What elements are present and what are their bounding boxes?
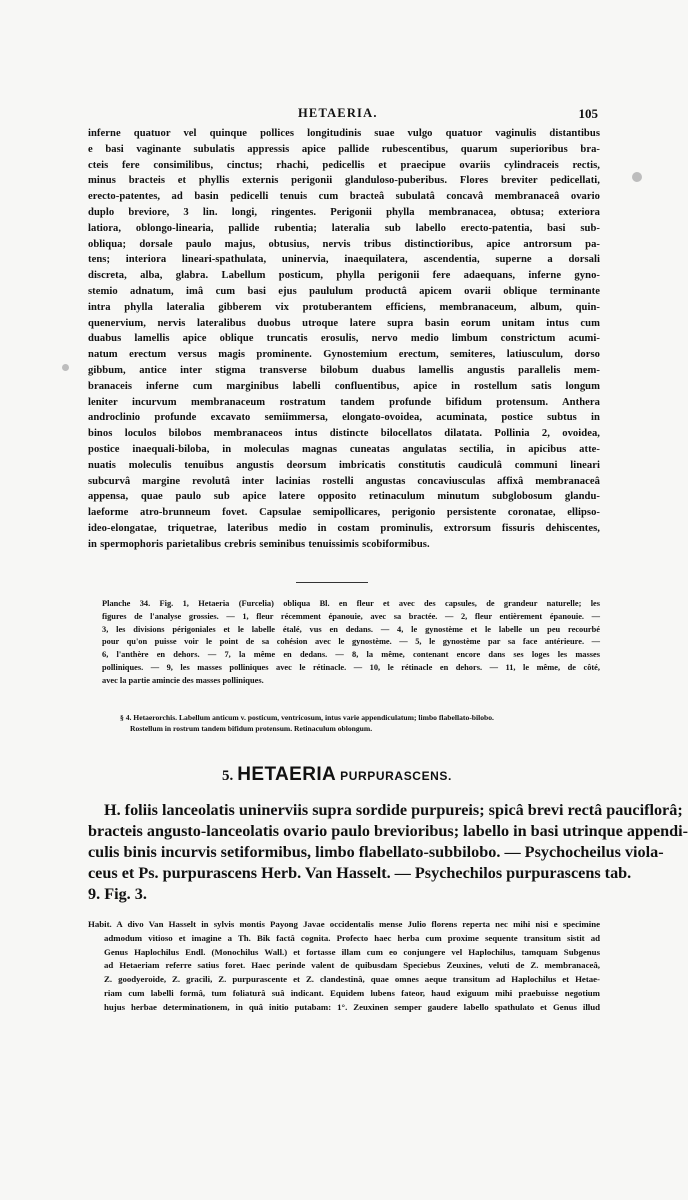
text-line: e basi vaginante subulatis appressis apice pallide rubescentibus, quarum superioribus bra- [88,143,600,155]
text-line: quenervium, nervis lateralibus duobus utroque latere supra basin eorum unitam intus cum [88,317,600,329]
section-note [120,712,600,734]
text-line: gibbum, antice inter stigma transverse bilobum duabus lamellis angustis parallelis mem- [88,364,600,376]
text-line: duplo breviore, 3 lin. longi, ringentes. Perigonii phylla membranacea, obtusa; exteriora [88,206,600,218]
text-line: erecto-patentes, ad basin pedicelli tenuis cum bracteâ subulatâ concavâ membranaceâ ovario [88,191,600,203]
plate-caption [102,598,600,688]
text-line: branaceis inferne cum marginibus labelli confluentibus, apice in rostellum satis longum [88,380,600,392]
text-line: binos loculos bilobos membranaceos intus distincte bilocellatos dilatata. Pollinia 2, ovoidea, [88,428,600,440]
caption-line: pour qu'on puisse voir le point de sa cohésion avec le gynostème. — 5, le gynostème par sa face antérieure. — [102,637,600,647]
diagnosis-line: culis binis incurvis setiformibus, limbo flabellato-subbilobo. — Psychocheilus viola- [88,843,664,861]
text-line: in spermophoris parietalibus crebris seminibus tenuissimis scobiformibus. [88,538,430,550]
text-line: subcurvâ margine revolutâ inter lacinias rostelli angustas concaviusculas affixâ membranaceâ [88,475,600,487]
diagnosis-line: ceus et Ps. purpurascens Herb. Van Hasselt. — Psychechilos purpurascens tab. [88,864,632,882]
text-line: intra phylla lateralia gibberem vix protuberantem efficiens, membranaceum, album, quin- [88,301,600,313]
species-genus: HETAERIA [237,764,337,785]
species-heading [222,764,452,786]
diagnosis-line: H. foliis lanceolatis uninerviis supra sordide purpureis; spicâ brevi rectâ pauciflorâ; [104,801,683,819]
text-line: cteis fere consimilibus, cinctus; rhachi, pedicellis et praecipue ovariis cylindraceis rectis, [88,159,600,171]
page-number: 105 [578,106,598,121]
caption-line: Planche 34. Fig. 1, Hetaeria (Furcelia) obliqua Bl. en fleur et avec des capsules, de grandeur naturelle; les [102,599,600,608]
habitat-line: ad Hetaeriam referre satius foret. Haec perinde valent de quibusdam Speciebus Zeuxines, veluti de Z. membranaceâ, [104,960,600,971]
text-line: natum erectum versus magis prominente. Gynostemium erectum, semiteres, latiusculum, dorso [88,349,600,361]
species-number: 5. [222,768,234,784]
caption-line: 3, les divisions périgoniales et le labelle étalé, vus en dedans. — 4, le gynostème et le labelle un peu recourbé [102,624,600,634]
text-line: androclinio profunde excavato semiimmersa, elongato-ovoidea, acuminata, postice subtus in [88,412,600,424]
text-line: nuatis moleculis tenuibus angustis deorsum imbricatis constitutis caudiculâ communi lineari [88,459,600,471]
habitat-line: hujus herbae determinationem, in quâ initio putabam: 1°. Zeuxinen semper gaudere labello spathulato et Genus illud [104,1001,600,1012]
diagnosis-line: 9. Fig. 3. [88,885,147,903]
text-line: minus bracteis et phyllis externis perigonii glanduloso-puberibus. Flores breviter pedicellati, [88,175,600,187]
text-line: tens; interiora lineari-spathulata, uninervia, inaequilatera, ascendentia, superne a dorsali [88,254,600,266]
caption-line: figures de l'analyse grossies. — 1, fleur récemment épanouie, avec sa bractée. — 2, fleur entièrement épanouie. — [102,611,600,621]
species-epithet: PURPURASCENS. [340,769,452,783]
caption-line: 6, l'anthère en dehors. — 7, la même en dedans. — 8, la même, contenant encore dans ses loges les masses [102,650,600,660]
text-line: stemio adnatum, imâ cum basi ejus paululum productâ apicem ovarii oblique terminante [88,285,600,297]
ink-smudge [62,364,69,371]
text-line: appensa, quae paulo sub apice latere opposito retinaculum minutum subglobosum glandu- [88,491,600,503]
ink-smudge [632,172,642,182]
habitat-line: Genus Haplochilus Endl. (Monochilus Wall.) et fortasse illam cum eo conjungere vel Haplochilus, tamquam Subgenus [104,946,600,957]
note-line: Rostellum in rostrum tandem bifidum protensum. Retinaculum oblongum. [130,724,373,733]
text-line: leniter incurvum membranaceum rostratum tandem profunde bifidum protensum. Anthera [88,396,600,408]
section-divider [296,582,368,583]
habitat-line: Z. goodyeroide, Z. gracili, Z. purpurascente et Z. clandestinâ, quae omnes aeque transitum ad Haplochilus et Hetae- [104,974,600,985]
habitat-line: riam cum labelli formâ, tum foliaturâ suâ indicant. Equidem lubens fateor, haud exiguum mihi praebuisse negotium [104,987,600,998]
description-paragraph [88,126,600,553]
text-line: obliqua; dorsale paulo majus, obtusius, nervis tribus distinctioribus, apice antrorsum pa- [88,238,600,250]
diagnosis-line: bracteis angusto-lanceolatis ovario paulo brevioribus; labello in basi utrinque appendi- [88,822,688,840]
text-line: latiora, oblongo-linearia, pallide rubentia; lateralia sub labello erecto-patentia, basi sub- [88,222,600,234]
diagnosis-paragraph [88,800,688,905]
habitat-line: admodum vitioso et imagine a Th. Bik factâ cognita. Profecto haec herba cum proxime sequente transitum sistit ad [104,932,600,943]
text-line: duabus lamellis apice oblique truncatis erosulis, nervo medio limbum constrictum acumi- [88,333,600,345]
running-title: HETAERIA. [298,106,378,120]
text-line: inferne quatuor vel quinque pollices longitudinis suae vulgo quatuor vaginulis distantibus [88,128,600,139]
text-line: laeforme atro-brunneum fovet. Capsulae semipollicares, perigonio persistente coronatae, ellipso- [88,507,600,519]
caption-line: avec la partie amincie des masses polliniques. [102,675,264,685]
caption-line: polliniques. — 9, les masses polliniques avec le rétinacle. — 10, le rétinacle en dehors. — 11, le même, de côté, [102,662,600,672]
text-line: postice inaequali-biloba, in moleculas magnas cuneatas angulatas sectilia, in apicibus atte- [88,443,600,455]
text-line: ideo-elongatae, triquetrae, lateribus medio in costam prominulis, extrorsum fissuris dehiscentes, [88,522,600,534]
text-line: discreta, alba, glabra. Labellum posticum, phylla perigonii fere adaequans, inferne gyno- [88,270,600,282]
habitat-paragraph [88,918,600,1015]
note-line: § 4. Hetaerorchis. Labellum anticum v. posticum, ventricosum, intus varie appendiculatum; limbo flabellato-bilobo. [120,713,494,722]
habitat-line: Habit. A divo Van Hasselt in sylvis montis Payong Javae occidentalis mense Julio florens reperta nec mihi nisi e specimine [88,919,600,929]
running-head [86,106,598,124]
